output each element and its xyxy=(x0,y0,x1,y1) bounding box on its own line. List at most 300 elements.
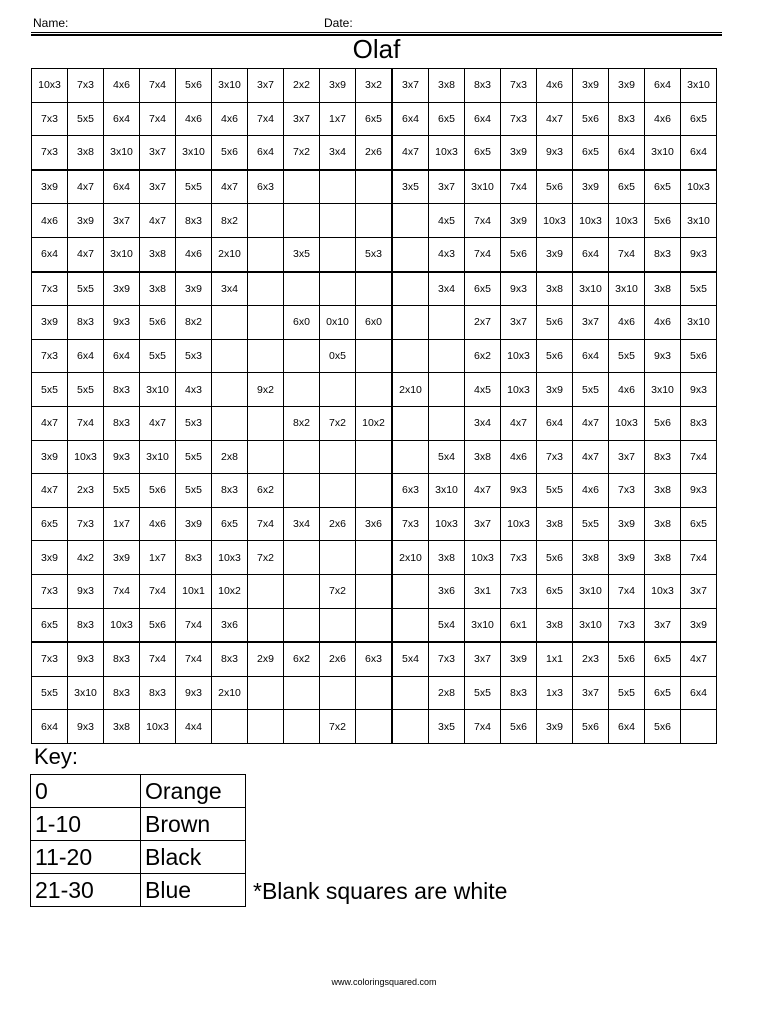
grid-cell: 6x4 xyxy=(32,237,68,271)
key-row xyxy=(31,874,246,907)
grid-cell: 6x5 xyxy=(645,676,681,710)
grid-cell: 3x9 xyxy=(537,710,573,744)
grid-cell: 10x3 xyxy=(573,204,609,238)
grid-cell: 3x7 xyxy=(645,608,681,642)
grid-cell: 6x0 xyxy=(356,306,393,340)
grid-cell: 3x10 xyxy=(212,69,248,103)
grid-cell: 7x3 xyxy=(501,574,537,608)
grid-cell xyxy=(320,237,356,271)
grid-cell xyxy=(212,710,248,744)
grid-cell: 3x10 xyxy=(104,136,140,170)
grid-cell: 3x8 xyxy=(537,608,573,642)
key-color: Orange xyxy=(141,775,246,808)
grid-cell xyxy=(356,608,393,642)
grid-cell: 10x3 xyxy=(429,507,465,541)
grid-cell: 5x6 xyxy=(212,136,248,170)
grid-cell: 7x2 xyxy=(284,136,320,170)
grid-row xyxy=(32,608,717,642)
grid-cell xyxy=(392,306,429,340)
key-row xyxy=(31,841,246,874)
grid-cell: 4x6 xyxy=(176,102,212,136)
grid-cell xyxy=(284,710,320,744)
grid-cell: 4x5 xyxy=(465,373,501,407)
grid-cell: 5x5 xyxy=(68,272,104,306)
grid-cell xyxy=(248,272,284,306)
grid-cell: 2x8 xyxy=(429,676,465,710)
grid-cell: 8x2 xyxy=(284,406,320,440)
grid-cell: 5x5 xyxy=(537,474,573,508)
grid-cell: 6x5 xyxy=(645,642,681,676)
grid-cell: 6x2 xyxy=(465,339,501,373)
grid-cell xyxy=(212,406,248,440)
grid-cell: 8x3 xyxy=(212,642,248,676)
grid-cell xyxy=(212,306,248,340)
grid-cell: 5x5 xyxy=(609,676,645,710)
grid-cell: 4x7 xyxy=(32,406,68,440)
grid-cell: 6x4 xyxy=(681,676,717,710)
grid-cell: 7x3 xyxy=(501,102,537,136)
grid-cell: 3x7 xyxy=(573,306,609,340)
grid-cell: 6x5 xyxy=(465,136,501,170)
grid-cell: 8x3 xyxy=(176,541,212,575)
grid-cell: 3x9 xyxy=(32,170,68,204)
grid-cell: 4x7 xyxy=(501,406,537,440)
grid-cell: 5x6 xyxy=(140,474,176,508)
grid-cell: 3x9 xyxy=(573,170,609,204)
grid-cell: 4x7 xyxy=(140,406,176,440)
grid-row xyxy=(32,440,717,474)
grid-cell: 6x3 xyxy=(356,642,393,676)
grid-cell: 6x5 xyxy=(356,102,393,136)
grid-cell: 9x3 xyxy=(681,237,717,271)
grid-cell xyxy=(681,710,717,744)
grid-cell: 3x10 xyxy=(176,136,212,170)
grid-cell xyxy=(392,339,429,373)
grid-cell: 3x8 xyxy=(140,237,176,271)
grid-cell: 3x7 xyxy=(140,170,176,204)
grid-cell: 5x5 xyxy=(609,339,645,373)
grid-cell: 4x7 xyxy=(573,440,609,474)
grid-cell xyxy=(429,306,465,340)
grid-cell: 6x2 xyxy=(284,642,320,676)
grid-cell: 8x2 xyxy=(176,306,212,340)
key-range: 11-20 xyxy=(31,841,141,874)
grid-cell: 3x10 xyxy=(68,676,104,710)
grid-cell: 9x3 xyxy=(537,136,573,170)
grid-cell: 10x3 xyxy=(681,170,717,204)
grid-cell: 3x4 xyxy=(284,507,320,541)
grid-cell: 7x3 xyxy=(537,440,573,474)
grid-cell xyxy=(356,373,393,407)
grid-cell: 0x5 xyxy=(320,339,356,373)
grid-cell: 9x3 xyxy=(176,676,212,710)
grid-cell: 7x2 xyxy=(320,574,356,608)
grid-cell: 8x3 xyxy=(176,204,212,238)
grid-cell: 3x9 xyxy=(573,69,609,103)
grid-cell: 4x6 xyxy=(573,474,609,508)
grid-cell: 1x7 xyxy=(320,102,356,136)
grid-cell: 3x8 xyxy=(429,69,465,103)
grid-cell: 1x7 xyxy=(104,507,140,541)
grid-cell: 6x5 xyxy=(645,170,681,204)
grid-row xyxy=(32,204,717,238)
grid-cell: 8x3 xyxy=(68,306,104,340)
grid-cell: 5x6 xyxy=(645,204,681,238)
grid-cell xyxy=(392,272,429,306)
grid-cell: 1x7 xyxy=(140,541,176,575)
grid-cell: 4x3 xyxy=(176,373,212,407)
grid-cell: 7x3 xyxy=(32,272,68,306)
grid-cell: 3x7 xyxy=(465,642,501,676)
grid-cell: 9x3 xyxy=(104,440,140,474)
grid-cell: 7x4 xyxy=(465,204,501,238)
grid-cell xyxy=(320,541,356,575)
grid-cell: 5x6 xyxy=(609,642,645,676)
grid-cell: 5x5 xyxy=(573,373,609,407)
grid-cell: 3x9 xyxy=(32,440,68,474)
grid-cell: 7x4 xyxy=(248,507,284,541)
grid-cell xyxy=(248,339,284,373)
grid-cell: 8x3 xyxy=(104,373,140,407)
grid-cell: 7x4 xyxy=(501,170,537,204)
grid-cell: 3x9 xyxy=(609,541,645,575)
grid-row xyxy=(32,676,717,710)
grid-cell: 5x5 xyxy=(176,474,212,508)
footer-url: www.coloringsquared.com xyxy=(331,977,437,987)
grid-cell: 3x4 xyxy=(320,136,356,170)
grid-cell xyxy=(248,676,284,710)
grid-cell: 5x5 xyxy=(681,272,717,306)
grid-cell: 4x7 xyxy=(681,642,717,676)
grid-cell xyxy=(392,676,429,710)
grid-cell: 6x4 xyxy=(32,710,68,744)
grid-cell: 6x4 xyxy=(104,102,140,136)
grid-cell: 6x0 xyxy=(284,306,320,340)
grid-cell: 3x8 xyxy=(429,541,465,575)
grid-cell: 5x6 xyxy=(176,69,212,103)
grid-cell: 3x2 xyxy=(356,69,393,103)
grid-cell: 5x5 xyxy=(573,507,609,541)
grid-cell: 7x4 xyxy=(140,642,176,676)
grid-cell: 6x4 xyxy=(609,136,645,170)
grid-cell: 10x3 xyxy=(212,541,248,575)
grid-cell: 10x3 xyxy=(537,204,573,238)
grid-cell: 2x8 xyxy=(212,440,248,474)
grid-cell: 2x10 xyxy=(212,237,248,271)
grid-cell: 3x10 xyxy=(645,136,681,170)
grid-cell: 10x3 xyxy=(104,608,140,642)
grid-cell: 6x5 xyxy=(465,272,501,306)
grid-cell: 6x4 xyxy=(392,102,429,136)
grid-cell: 10x1 xyxy=(176,574,212,608)
grid-cell: 8x3 xyxy=(104,406,140,440)
grid-cell: 4x7 xyxy=(68,237,104,271)
grid-cell: 6x5 xyxy=(681,102,717,136)
grid-cell: 7x4 xyxy=(140,69,176,103)
grid-cell: 7x4 xyxy=(465,710,501,744)
grid-cell: 4x7 xyxy=(140,204,176,238)
key-range: 0 xyxy=(31,775,141,808)
key-row xyxy=(31,808,246,841)
grid-cell: 7x4 xyxy=(68,406,104,440)
grid-cell: 6x5 xyxy=(32,608,68,642)
grid-cell: 6x4 xyxy=(573,237,609,271)
grid-cell: 6x3 xyxy=(392,474,429,508)
grid-cell: 5x6 xyxy=(645,710,681,744)
grid-cell: 7x3 xyxy=(32,642,68,676)
grid-cell: 3x10 xyxy=(465,170,501,204)
grid-cell: 7x3 xyxy=(32,136,68,170)
key-note: *Blank squares are white xyxy=(253,878,508,904)
puzzle-grid-container xyxy=(31,68,717,744)
grid-cell: 4x6 xyxy=(176,237,212,271)
grid-cell: 6x4 xyxy=(465,102,501,136)
grid-cell: 7x3 xyxy=(392,507,429,541)
grid-cell: 6x5 xyxy=(609,170,645,204)
grid-row xyxy=(32,339,717,373)
grid-cell: 8x3 xyxy=(68,608,104,642)
key-color: Blue xyxy=(141,874,246,907)
grid-cell: 9x3 xyxy=(68,574,104,608)
grid-cell: 9x3 xyxy=(104,306,140,340)
header-row xyxy=(31,14,722,32)
grid-cell xyxy=(284,272,320,306)
grid-cell: 7x2 xyxy=(248,541,284,575)
grid-cell: 3x9 xyxy=(501,204,537,238)
grid-cell: 2x3 xyxy=(68,474,104,508)
grid-cell xyxy=(356,574,393,608)
grid-cell: 4x7 xyxy=(465,474,501,508)
grid-cell xyxy=(392,406,429,440)
grid-cell: 10x2 xyxy=(212,574,248,608)
grid-cell xyxy=(284,339,320,373)
grid-cell: 7x4 xyxy=(176,642,212,676)
grid-cell: 7x4 xyxy=(609,574,645,608)
grid-cell: 4x4 xyxy=(176,710,212,744)
grid-cell: 3x9 xyxy=(537,373,573,407)
grid-cell xyxy=(284,608,320,642)
grid-cell: 3x9 xyxy=(176,507,212,541)
date-label: Date: xyxy=(324,16,353,30)
grid-cell: 9x3 xyxy=(501,474,537,508)
grid-cell: 3x10 xyxy=(681,306,717,340)
grid-cell: 3x8 xyxy=(537,272,573,306)
grid-cell: 9x3 xyxy=(645,339,681,373)
grid-cell: 2x6 xyxy=(356,136,393,170)
grid-cell: 2x3 xyxy=(573,642,609,676)
grid-cell xyxy=(392,608,429,642)
grid-cell: 5x6 xyxy=(501,710,537,744)
grid-cell: 3x5 xyxy=(284,237,320,271)
grid-cell xyxy=(392,204,429,238)
grid-cell: 3x8 xyxy=(465,440,501,474)
grid-cell: 9x3 xyxy=(681,474,717,508)
grid-cell: 10x3 xyxy=(501,373,537,407)
grid-cell xyxy=(320,440,356,474)
grid-cell xyxy=(320,272,356,306)
grid-cell xyxy=(248,440,284,474)
grid-cell: 3x8 xyxy=(645,541,681,575)
grid-cell: 3x9 xyxy=(176,272,212,306)
grid-cell xyxy=(284,204,320,238)
grid-cell: 5x5 xyxy=(140,339,176,373)
grid-cell xyxy=(392,574,429,608)
grid-cell: 3x9 xyxy=(104,272,140,306)
grid-cell: 8x3 xyxy=(681,406,717,440)
grid-cell: 8x3 xyxy=(104,676,140,710)
grid-cell xyxy=(429,406,465,440)
grid-cell: 3x7 xyxy=(681,574,717,608)
grid-cell: 5x6 xyxy=(681,339,717,373)
grid-cell xyxy=(356,710,393,744)
grid-cell: 3x7 xyxy=(140,136,176,170)
grid-cell: 8x3 xyxy=(645,440,681,474)
grid-cell xyxy=(284,474,320,508)
grid-cell: 3x10 xyxy=(465,608,501,642)
grid-cell: 3x9 xyxy=(501,642,537,676)
grid-cell: 3x7 xyxy=(573,676,609,710)
grid-cell: 3x10 xyxy=(429,474,465,508)
grid-cell: 5x3 xyxy=(176,406,212,440)
grid-cell: 7x4 xyxy=(681,440,717,474)
grid-cell: 4x6 xyxy=(609,373,645,407)
grid-cell: 5x3 xyxy=(356,237,393,271)
grid-cell xyxy=(356,204,393,238)
grid-cell xyxy=(248,574,284,608)
grid-cell: 3x5 xyxy=(429,710,465,744)
grid-row xyxy=(32,574,717,608)
grid-cell: 3x10 xyxy=(573,272,609,306)
grid-cell: 3x7 xyxy=(465,507,501,541)
grid-cell: 1x1 xyxy=(537,642,573,676)
grid-cell: 3x7 xyxy=(248,69,284,103)
grid-cell xyxy=(320,170,356,204)
grid-cell: 3x10 xyxy=(609,272,645,306)
grid-cell: 6x4 xyxy=(104,170,140,204)
grid-cell: 6x5 xyxy=(573,136,609,170)
grid-cell: 2x9 xyxy=(248,642,284,676)
grid-cell: 3x8 xyxy=(68,136,104,170)
grid-cell: 5x6 xyxy=(537,541,573,575)
grid-cell: 4x6 xyxy=(645,102,681,136)
grid-cell: 6x4 xyxy=(537,406,573,440)
grid-cell xyxy=(429,373,465,407)
grid-cell: 3x7 xyxy=(429,170,465,204)
grid-cell: 6x5 xyxy=(681,507,717,541)
grid-cell xyxy=(248,204,284,238)
grid-cell xyxy=(248,406,284,440)
key-color: Black xyxy=(141,841,246,874)
grid-cell: 2x2 xyxy=(284,69,320,103)
grid-cell: 3x7 xyxy=(392,69,429,103)
grid-cell: 5x5 xyxy=(68,102,104,136)
grid-cell: 7x4 xyxy=(140,102,176,136)
grid-cell: 5x3 xyxy=(176,339,212,373)
puzzle-grid xyxy=(31,68,717,744)
grid-row xyxy=(32,406,717,440)
grid-cell: 4x6 xyxy=(609,306,645,340)
grid-cell xyxy=(320,204,356,238)
grid-cell: 3x7 xyxy=(609,440,645,474)
grid-cell: 3x10 xyxy=(140,373,176,407)
grid-cell: 3x9 xyxy=(104,541,140,575)
grid-cell: 7x2 xyxy=(320,406,356,440)
grid-cell: 5x5 xyxy=(176,440,212,474)
grid-cell: 5x5 xyxy=(32,676,68,710)
grid-cell: 10x3 xyxy=(68,440,104,474)
grid-cell: 7x3 xyxy=(609,608,645,642)
grid-cell: 7x4 xyxy=(104,574,140,608)
grid-cell: 8x3 xyxy=(104,642,140,676)
grid-cell: 7x4 xyxy=(681,541,717,575)
grid-cell: 4x7 xyxy=(392,136,429,170)
grid-row xyxy=(32,710,717,744)
grid-cell: 5x6 xyxy=(645,406,681,440)
grid-cell: 6x5 xyxy=(537,574,573,608)
grid-cell: 10x3 xyxy=(429,136,465,170)
grid-cell: 2x10 xyxy=(212,676,248,710)
grid-cell: 7x3 xyxy=(68,507,104,541)
grid-cell: 7x4 xyxy=(248,102,284,136)
grid-cell xyxy=(320,474,356,508)
grid-cell xyxy=(356,474,393,508)
grid-cell: 7x4 xyxy=(465,237,501,271)
grid-cell: 5x4 xyxy=(429,608,465,642)
grid-cell xyxy=(356,170,393,204)
grid-cell: 4x6 xyxy=(645,306,681,340)
grid-cell: 6x4 xyxy=(681,136,717,170)
grid-cell: 2x6 xyxy=(320,642,356,676)
grid-row xyxy=(32,237,717,271)
grid-cell: 3x5 xyxy=(392,170,429,204)
grid-cell xyxy=(356,272,393,306)
grid-cell xyxy=(212,339,248,373)
grid-cell: 8x3 xyxy=(212,474,248,508)
grid-cell xyxy=(356,339,393,373)
grid-cell: 0x10 xyxy=(320,306,356,340)
grid-cell: 4x7 xyxy=(68,170,104,204)
grid-row xyxy=(32,306,717,340)
grid-cell: 5x6 xyxy=(537,306,573,340)
page-title: Olaf xyxy=(352,34,401,64)
grid-cell: 2x10 xyxy=(392,541,429,575)
grid-cell: 3x10 xyxy=(645,373,681,407)
grid-cell xyxy=(284,541,320,575)
grid-cell: 3x9 xyxy=(681,608,717,642)
grid-cell: 5x6 xyxy=(573,710,609,744)
grid-cell: 3x10 xyxy=(681,69,717,103)
grid-cell xyxy=(392,710,429,744)
grid-cell: 3x6 xyxy=(212,608,248,642)
grid-cell: 5x5 xyxy=(176,170,212,204)
grid-cell: 3x6 xyxy=(429,574,465,608)
grid-cell: 6x4 xyxy=(645,69,681,103)
grid-cell: 5x6 xyxy=(501,237,537,271)
grid-cell: 3x9 xyxy=(537,237,573,271)
grid-row xyxy=(32,373,717,407)
grid-cell: 7x3 xyxy=(32,102,68,136)
grid-cell: 10x3 xyxy=(32,69,68,103)
name-label: Name: xyxy=(33,16,69,30)
grid-cell xyxy=(248,237,284,271)
grid-cell: 3x7 xyxy=(501,306,537,340)
grid-cell xyxy=(392,440,429,474)
grid-cell: 7x4 xyxy=(140,574,176,608)
grid-cell: 2x6 xyxy=(320,507,356,541)
grid-cell xyxy=(212,373,248,407)
grid-cell: 3x8 xyxy=(645,272,681,306)
grid-cell: 3x9 xyxy=(32,306,68,340)
